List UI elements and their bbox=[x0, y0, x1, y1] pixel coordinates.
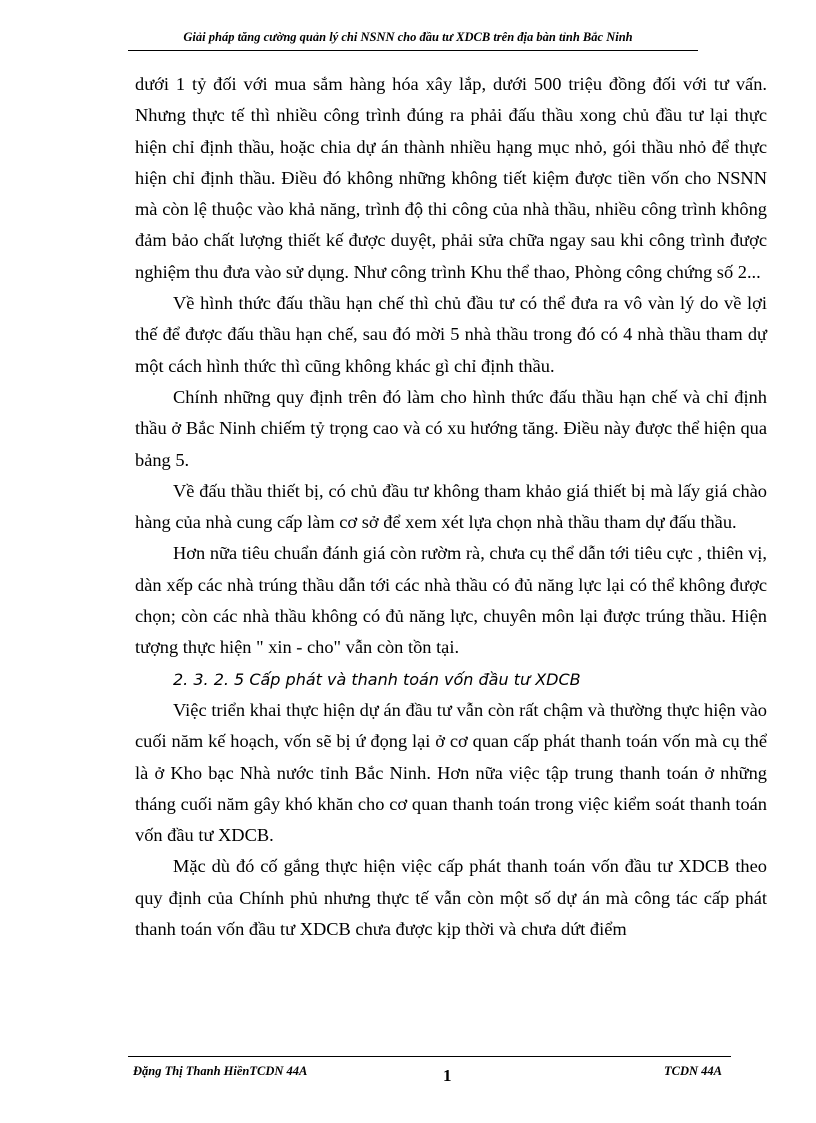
paragraph-continuation: dưới 1 tỷ đối với mua sắm hàng hóa xây lắp, dưới 500 triệu đồng đối với tư vấn. Nhưng thực tế thì nhiều công trình đúng ra phải đấu thầu xong chủ đầu tư lại thực hiện chỉ định thầu, hoặc chia dự án thành nhiều hạng mục nhỏ, gói thầu nhỏ để thực hiện chỉ định thầu. Điều đó không những không tiết kiệm được tiền vốn cho NSNN mà còn lệ thuộc vào khả năng, trình độ thi công của nhà thầu, nhiều công trình không đảm bảo chất lượng thiết kế được duyệt, phải sửa chữa ngay sau khi công trình được nghiệm thu đưa vào sử dụng. Như công trình Khu thể thao, Phòng công chứng số 2... bbox=[135, 74, 767, 282]
section-heading: 2. 3. 2. 5 Cấp phát và thanh toán vốn đầu tư XDCB bbox=[173, 669, 581, 689]
footer-class-code: TCDN 44A bbox=[664, 1064, 722, 1078]
paragraph-equipment-bidding: Về đấu thầu thiết bị, có chủ đầu tư không tham khảo giá thiết bị mà lấy giá chào hàng của nhà cung cấp làm cơ sở để xem xét lựa chọn nhà thầu tham dự đấu thầu. bbox=[135, 480, 767, 533]
paragraph-disbursement: Mặc dù đó cố gắng thực hiện việc cấp phát thanh toán vốn đầu tư XDCB theo quy định của Chính phủ nhưng thực tế vẫn còn một số dự án mà công tác cấp phát thanh toán vốn đầu tư XDCB chưa được kịp thời và chưa dứt điểm bbox=[135, 856, 767, 940]
paragraph-regulations: Chính những quy định trên đó làm cho hình thức đấu thầu hạn chế và chỉ định thầu ở Bắc Ninh chiếm tỷ trọng cao và có xu hướng tăng. Điều này được thể hiện qua bảng 5. bbox=[135, 386, 767, 470]
footer-divider bbox=[128, 1056, 731, 1057]
header-divider bbox=[128, 50, 698, 51]
paragraph-limited-bidding: Về hình thức đấu thầu hạn chế thì chủ đầu tư có thể đưa ra vô vàn lý do về lợi thế để được đấu thầu hạn chế, sau đó mời 5 nhà thầu trong đó có 4 nhà thầu tham dự một cách hình thức thì cũng không khác gì chỉ định thầu. bbox=[135, 293, 767, 376]
page-header-title: Giải pháp tăng cường quản lý chi NSNN cho đầu tư XDCB trên địa bàn tỉnh Bắc Ninh bbox=[183, 30, 633, 44]
document-body bbox=[135, 69, 767, 945]
paragraph-implementation: Việc triển khai thực hiện dự án đầu tư vẫn còn rất chậm và thường thực hiện vào cuối năm kế hoạch, vốn sẽ bị ứ đọng lại ở cơ quan cấp phát thanh toán vốn mà cụ thể là ở Kho bạc Nhà nước tỉnh Bắc Ninh. Hơn nữa việc tập trung thanh toán ở những tháng cuối năm gây khó khăn cho cơ quan thanh toán trong việc kiểm soát thanh toán vốn đầu tư XDCB. bbox=[135, 699, 767, 846]
page-number: 1 bbox=[443, 1066, 452, 1085]
footer-author: Đặng Thị Thanh HiềnTCDN 44A bbox=[133, 1064, 308, 1078]
paragraph-evaluation-criteria: Hơn nữa tiêu chuẩn đánh giá còn rườm rà, chưa cụ thể dẫn tới tiêu cực , thiên vị, dàn xếp các nhà trúng thầu dẫn tới các nhà thầu có đủ năng lực lại có thể không được chọn; còn các nhà thầu không có đủ năng lực, chuyên môn lại được trúng thầu. Hiện tượng thực hiện " xin - cho" vẫn còn tồn tại. bbox=[135, 543, 767, 658]
